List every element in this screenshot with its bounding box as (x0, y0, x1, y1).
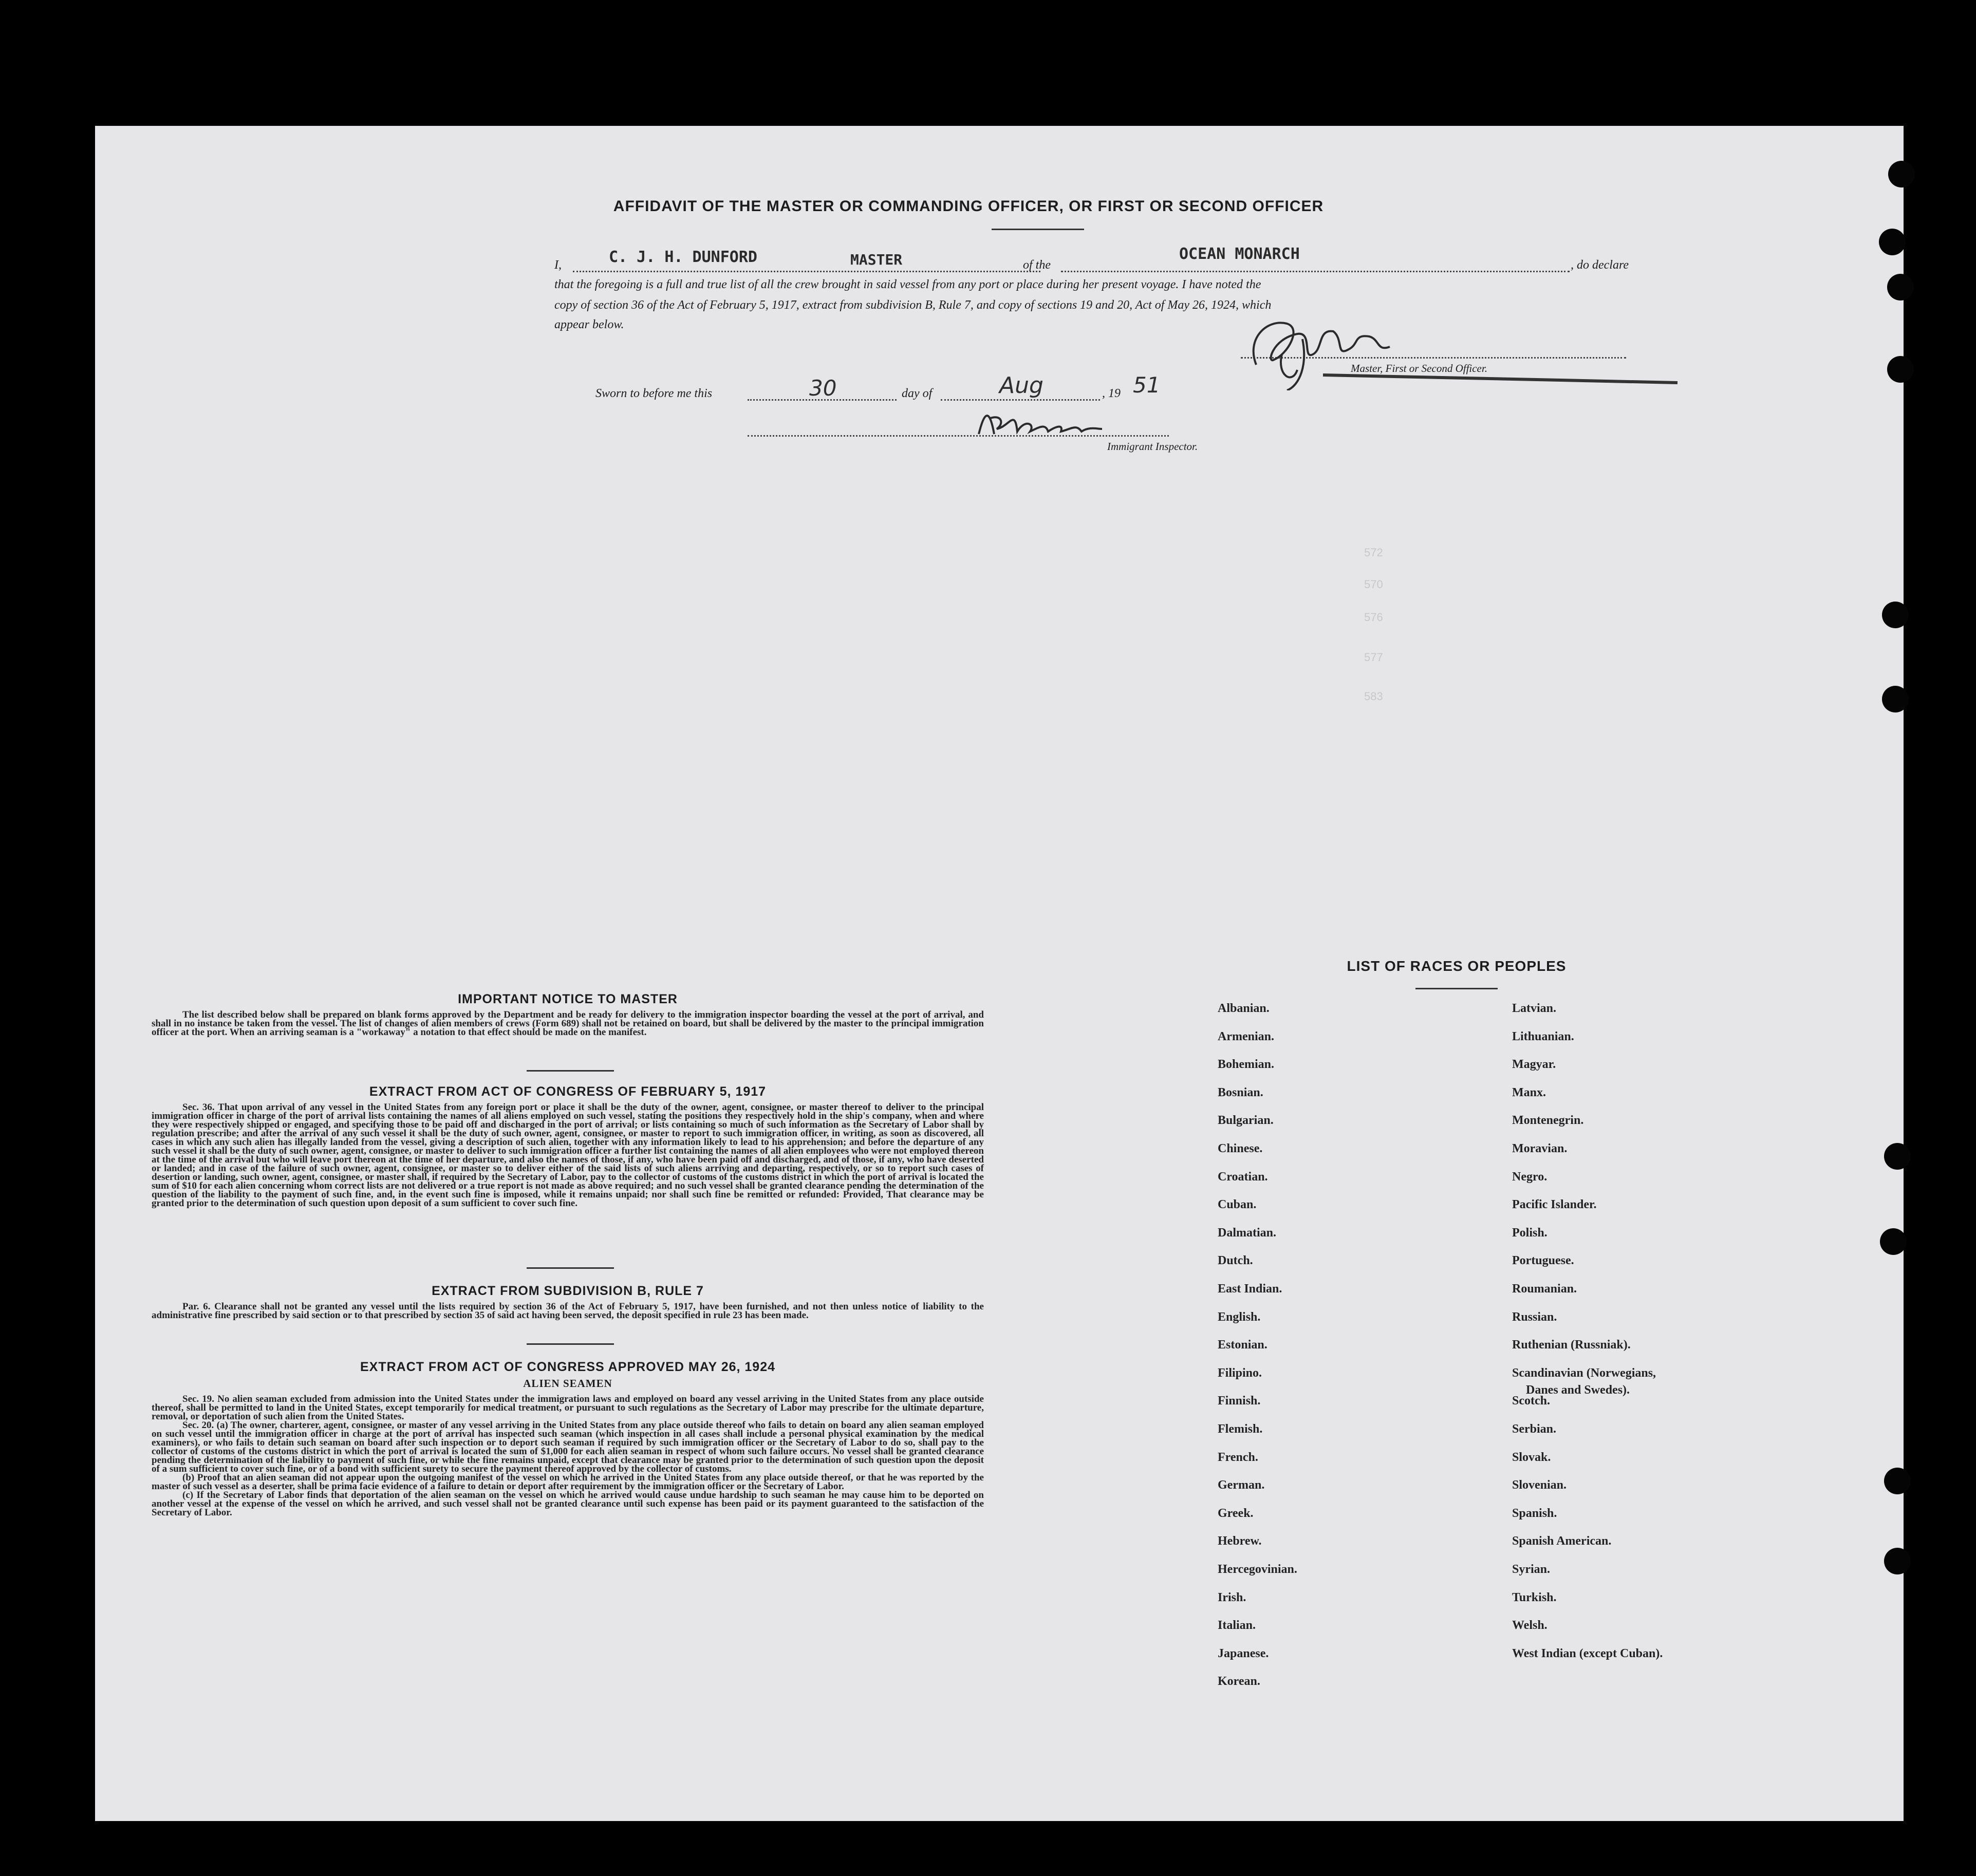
sworn-day: 30 (809, 376, 837, 401)
race-item: Italian. (1218, 1619, 1256, 1632)
act-1917-text (152, 1103, 984, 1208)
race-item: Lithuanian. (1512, 1030, 1574, 1043)
race-item: Chinese. (1218, 1142, 1263, 1155)
declaration-text: appear below. (554, 318, 624, 331)
vessel-name: OCEAN MONARCH (1179, 245, 1300, 263)
binder-hole (1888, 161, 1915, 187)
race-item: Turkish. (1512, 1591, 1557, 1604)
race-item: West Indian (except Cuban). (1512, 1647, 1663, 1660)
race-item: Ruthenian (Russniak). (1512, 1338, 1631, 1352)
declaration-text: that the foregoing is a full and true list of all the crew brought in said vessel from any port or place during her present voyage. I have noted the (554, 278, 1261, 291)
inspector-label: Immigrant Inspector. (1107, 440, 1198, 453)
act-1924-title: EXTRACT FROM ACT OF CONGRESS APPROVED MAY 26, 1924 (360, 1360, 776, 1374)
vessel-name-line (1061, 271, 1570, 272)
title-rule (992, 229, 1084, 230)
race-item: Moravian. (1512, 1142, 1568, 1155)
race-item: Spanish. (1512, 1507, 1557, 1520)
race-item: Pacific Islander. (1512, 1198, 1597, 1211)
race-item: Korean. (1218, 1675, 1260, 1688)
race-item: Finnish. (1218, 1394, 1261, 1408)
race-item: Greek. (1218, 1507, 1254, 1520)
race-item: Latvian. (1512, 1002, 1557, 1015)
i-prefix: I, (554, 258, 562, 272)
declaration-text: copy of section 36 of the Act of February 5, 1917, extract from subdivision B, Rule 7, and copy of sections 19 and 20, Act of May 26, 1924, which (554, 298, 1272, 312)
race-item: Bulgarian. (1218, 1114, 1274, 1127)
race-item: Russian. (1512, 1310, 1557, 1324)
important-notice-text (152, 1010, 984, 1037)
race-item: Spanish American. (1512, 1534, 1612, 1548)
important-notice-paragraph: The list described below shall be prepared on blank forms approved by the Department and be ready for delivery to the immigration inspector boarding the vessel at the port of arrival, and shall in no instance be taken from the vessel. The list of changes of alien members of crews (Form 689) shall not be retained on board, but shall be delivered by the master to the principal immigration officer at the port. When an arriving seaman is a "workaway" a notation to that effect should be made on the manifest. (152, 1009, 984, 1038)
master-signature (1225, 308, 1688, 390)
race-item: Scandinavian (Norwegians, (1512, 1366, 1656, 1380)
section-divider (527, 1343, 614, 1345)
race-item: German. (1218, 1478, 1265, 1492)
race-item: Welsh. (1512, 1619, 1548, 1632)
bleed-through-number: 577 (1364, 651, 1383, 664)
bleed-through-number: 570 (1364, 578, 1383, 591)
race-item: Flemish. (1218, 1422, 1263, 1436)
race-item: French. (1218, 1451, 1258, 1464)
race-item: Bohemian. (1218, 1058, 1275, 1071)
race-item: Portuguese. (1512, 1254, 1574, 1267)
act-1917-paragraph: Sec. 36. That upon arrival of any vessel in the United States from any foreign port or place it shall be the duty of the owner, agent, consignee, or master thereof to deliver to the principal immigration officer in charge of the port of arrival lists containing the names of all aliens employed on such vessel, stating the positions they respectively hold in the ship's company, when and where they were respectively shipped or engaged, and specifying those to be paid off and discharged in the port of arrival; or lists containing so much of such information as the Secretary of Labor shall by regulation prescribe; and after the arrival of any such vessel it shall be the duty of such owner, agent, consignee, or master to report to such immigration officer, in writing, as soon as discovered, all cases in which any such alien has illegally landed from the vessel, giving a description of such alien, together with any information likely to lead to his apprehension; and before the departure of any such vessel it shall be the duty of such owner, agent, consignee, or master to deliver to such immigration officer a further list containing the names of all alien employees who were not employed thereon at the time of the arrival but who will leave port thereon at the time of her departure, and also the names of those, if any, who have been paid off and discharged, and of those, if any, who have deserted or landed; and in case of the failure of such owner, agent, consignee, or master so to deliver either of the said lists of such aliens arriving and departing, respectively, or so to report such cases of desertion or landing, such owner, agent, consignee, or master shall, if required by the Secretary of Labor, pay to the collector of customs of the customs district in which the port of arrival is located the sum of $10 for each alien concerning whom correct lists are not delivered or a true report is not made as above required; and no such vessel shall be granted clearance pending the determination of the question of the liability to the payment of such fine, and, in the event such fine is imposed, while it remains unpaid; nor shall such fine be remitted or refunded: Provided, That clearance may be granted prior to the determination of such question upon deposit of a sum sufficient to cover such fine. (152, 1102, 984, 1209)
bleed-through-number: 583 (1364, 690, 1383, 703)
signature-label: Master, First or Second Officer. (1351, 362, 1487, 374)
binder-hole (1884, 1548, 1911, 1574)
binder-hole (1882, 686, 1909, 712)
race-item: Polish. (1512, 1226, 1548, 1240)
race-item: Serbian. (1512, 1422, 1557, 1436)
binder-hole (1884, 1468, 1911, 1494)
master-name-line (573, 271, 1040, 272)
race-item: Slovak. (1512, 1451, 1551, 1464)
race-item: Manx. (1512, 1086, 1546, 1099)
binder-hole (1884, 1143, 1911, 1170)
section-divider (527, 1267, 614, 1269)
race-item: Dalmatian. (1218, 1226, 1276, 1240)
important-notice-title: IMPORTANT NOTICE TO MASTER (458, 992, 678, 1006)
bleed-through-number: 576 (1364, 611, 1383, 624)
race-item: Hercegovinian. (1218, 1563, 1297, 1576)
sec-20a-paragraph: Sec. 20. (a) The owner, charterer, agent, consignee, or master of any vessel arriving in the United States from any place outside thereof who fails to detain on board any alien seaman employed on such vessel until the immigration officer in charge at the port of arrival has inspected such seaman (which inspection in all cases shall include a personal physical examination by the medical examiners), or who fails to detain such seaman on board after such inspection or to deport such seaman if required by such immigration officer or the Secretary of Labor to do so, shall pay to the collector of customs of the customs district in which the port of arrival is located the sum of $1,000 for each alien seaman in respect of whom such failure occurs. No vessel shall be granted clearance pending the determination of the liability to payment of such fine, or while the fine remains unpaid, except that clearance may be granted prior to the determination of such question upon the deposit of a sum sufficient to cover such fine, or of a bond with sufficient surety to secure the payment thereof approved by the collector of customs. (152, 1420, 984, 1474)
race-item: Danes and Swedes). (1526, 1383, 1630, 1397)
binder-hole (1882, 602, 1909, 628)
sworn-month: Aug (999, 372, 1043, 399)
race-item: Bosnian. (1218, 1086, 1263, 1099)
sec-19-paragraph: Sec. 19. No alien seaman excluded from admission into the United States under the immigration laws and employed on board any vessel arriving in the United States from any place outside thereof, shall be permitted to land in the United States, except temporarily for medical treatment, or pursuant to such regulations as the Secretary of Labor may prescribe for the ultimate departure, removal, or deportation of such alien from the United States. (152, 1394, 984, 1422)
sec-20c-paragraph: (c) If the Secretary of Labor finds that deportation of the alien seaman on the vessel on which he arrived would cause undue hardship to such seaman he may cause him to be deported on another vessel at the expense of the vessel on which he arrived, and such vessel shall not be granted clearance until such expense has been paid or its payment guaranteed to the satisfaction of the Secretary of Labor. (152, 1490, 984, 1518)
document-sheet (95, 126, 1904, 1821)
race-item: English. (1218, 1310, 1261, 1324)
rule-7-text (152, 1302, 984, 1320)
race-item: Cuban. (1218, 1198, 1257, 1211)
act-1917-title: EXTRACT FROM ACT OF CONGRESS OF FEBRUARY 5, 1917 (369, 1084, 767, 1099)
race-item: Croatian. (1218, 1170, 1268, 1184)
race-item: Scotch. (1512, 1394, 1550, 1408)
binder-hole (1887, 356, 1914, 383)
race-item: Filipino. (1218, 1366, 1262, 1380)
day-of: day of (902, 387, 933, 400)
race-item: Syrian. (1512, 1563, 1551, 1576)
race-item: Irish. (1218, 1591, 1246, 1604)
sworn-prefix: Sworn to before me this (595, 387, 713, 400)
binder-hole (1887, 274, 1914, 301)
race-item: Albanian. (1218, 1002, 1270, 1015)
act-1924-subtitle: ALIEN SEAMEN (523, 1377, 612, 1390)
race-item: Roumanian. (1512, 1282, 1577, 1296)
of-the: of the (1023, 258, 1051, 272)
bleed-through-number: 572 (1364, 546, 1383, 559)
affidavit-title: AFFIDAVIT OF THE MASTER OR COMMANDING OFFICER, OR FIRST OR SECOND OFFICER (613, 198, 1324, 215)
races-title-rule (1415, 988, 1498, 989)
race-item: Japanese. (1218, 1647, 1269, 1660)
rule-7-title: EXTRACT FROM SUBDIVISION B, RULE 7 (432, 1284, 704, 1298)
races-title: LIST OF RACES OR PEOPLES (1347, 958, 1567, 974)
sworn-year: 51 (1133, 372, 1161, 398)
race-item: Montenegrin. (1512, 1114, 1584, 1127)
binder-hole (1879, 229, 1906, 255)
race-item: Armenian. (1218, 1030, 1274, 1043)
sec-20b-paragraph: (b) Proof that an alien seaman did not appear upon the outgoing manifest of the vessel on which he arrived in the United States from any place outside thereof, or that he was reported by the master of such vessel as a deserter, shall be prima facie evidence of a failure to detain or deport after requirement by the immigration officer or the Secretary of Labor. (152, 1472, 984, 1492)
inspector-signature (974, 398, 1107, 444)
year-prefix: , 19 (1102, 387, 1121, 400)
section-divider (527, 1070, 614, 1072)
race-item: Magyar. (1512, 1058, 1556, 1071)
officer-rank: MASTER (850, 251, 903, 268)
act-1924-text (152, 1395, 984, 1517)
binder-hole (1880, 1228, 1907, 1255)
rule-7-paragraph: Par. 6. Clearance shall not be granted any vessel until the lists required by section 36 of the Act of February 5, 1917, have been furnished, and not then unless notice of liability to the administrative fine prescribed by said section or to that prescribed by section 35 of said act having been served, the deposit specified in rule 23 has been made. (152, 1301, 984, 1321)
do-declare: , do declare (1571, 258, 1629, 272)
race-item: Slovenian. (1512, 1478, 1567, 1492)
race-item: Hebrew. (1218, 1534, 1262, 1548)
race-item: Negro. (1512, 1170, 1548, 1184)
race-item: East Indian. (1218, 1282, 1282, 1296)
race-item: Estonian. (1218, 1338, 1267, 1352)
race-item: Dutch. (1218, 1254, 1253, 1267)
master-name: C. J. H. DUNFORD (609, 248, 757, 266)
